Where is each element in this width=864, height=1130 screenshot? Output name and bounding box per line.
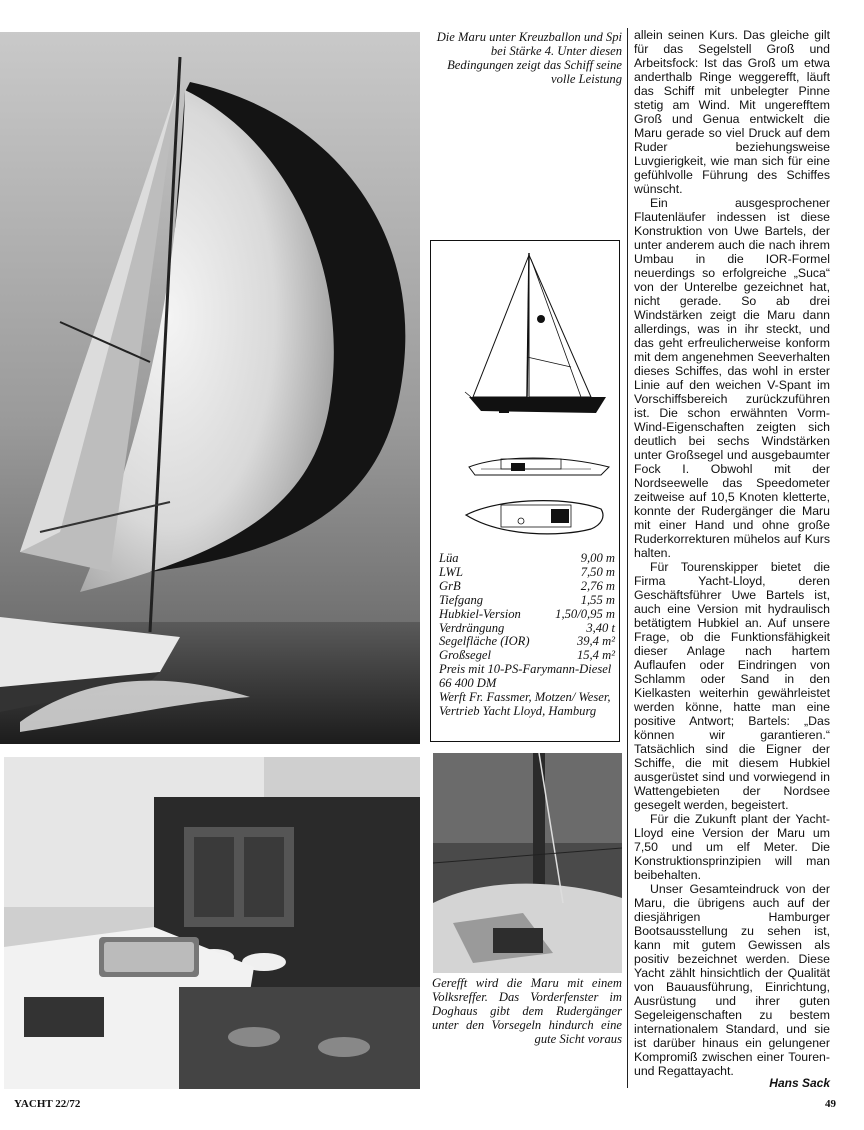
caption-text: Gerefft wird die Maru mit einem Volksreffer. Das Vorderfenster im Doghaus gibt dem Rudergänger unter den Vorsegeln hindurch eine gute Sicht voraus	[432, 976, 622, 1046]
spec-price: Preis mit 10-PS-Farymann-Diesel 66 400 DM	[439, 662, 612, 691]
page-number: 49	[825, 1098, 836, 1110]
sail-plan-drawing	[441, 247, 611, 537]
cockpit-photo	[433, 753, 622, 973]
spec-row: Tiefgang 1,55 m	[439, 592, 615, 607]
article-paragraph: Unser Gesamteindruck von der Maru, die übrigens auch auf der diesjährigen Hamburger Bootsausstellung zu sehen ist, kann mit gutem Gewissen als positiv bezeichnet werden. Diese Yacht zählt hinsichtlich der Qualität von Bauausführung, Einrichtung, Ausrüstung und ihrer guten Segeleigenschaften zu bestem internationalem Standard, und sie ist darüber hinaus ein gelungener Kompromiß zwischen einer Touren- und Regattayacht.	[634, 882, 830, 1078]
article-column	[634, 28, 830, 1078]
spec-row: LWL 7,50 m	[439, 564, 615, 579]
article-paragraph: Für Tourenskipper bietet die Firma Yacht-Lloyd, deren Geschäftsführer Uwe Bartels ist, auch eine Version mit hydraulisch betätigtem Hubkiel an. Auf unsere Frage, ob die Funktionsfähigkeit dieser Anlage nach hartem Auflaufen oder Eindringen von Schlamm oder Sand in den Kielkasten weiterhin gewährleistet werden könne, hatte man eine positive Antwort; Bartels: „Das können wir garantieren.“ Tatsächlich sind die Eigner der Schiffe, die mit diesem Hubkiel ausgerüstet sind und vorwiegend in Wattengebieten der Nordsee gesegelt werden, begeistert.	[634, 560, 830, 812]
spec-row: Lüa 9,00 m	[439, 551, 615, 565]
spec-shipyard: Werft Fr. Fassmer, Motzen/ Weser,	[439, 690, 611, 705]
footer-magazine-issue: YACHT 22/72	[14, 1098, 81, 1110]
sailing-photo	[0, 32, 420, 744]
photo-caption-top	[428, 30, 622, 86]
author-byline: Hans Sack	[769, 1076, 830, 1090]
article-paragraph: Ein ausgesprochener Flautenläufer indessen ist diese Konstruktion von Uwe Bartels, der unter anderem auch die nach ihrem Umbau in die IOR-Formel neuerdings so erfolgreiche „Suca“ von der Unterelbe gezeichnet hat, nicht gerade. So ab drei Windstärken zeigt die Maru dann allerdings, was in ihr steckt, und das geht erfreulicherweise konform mit dem angenehmen Seeverhalten dieses Schiffes, das wohl in erster Linie auf den weichen V-Spant im Vorschiffsbereich zurückzuführen ist. Die schon erwähnten Vorm-Wind-Eigenschaften zeigten sich deutlich bei sechs Windstärken unter Großsegel und ausgebaumter Fock I. Obwohl mit der Nordseewelle das Speedometer zeitweise auf 10,5 Knoten kletterte, konnte der Rudergänger die Maru mit einer Hand und ohne große Ruderkorrekturen mühelos auf Kurs halten.	[634, 196, 830, 560]
spec-row: GrB 2,76 m	[439, 578, 615, 593]
spec-row: Großsegel 15,4 m²	[439, 648, 615, 663]
spec-row: Verdrängung 3,40 t	[439, 620, 615, 635]
article-paragraph: allein seinen Kurs. Das gleiche gilt für das Segelstell Groß und Arbeitsfock: Ist das Groß um etwa anderthalb Ringe weggerefft, läuft das Schiff mit unbelegter Pinne stetig am Wind. Mit ungerefftem Groß und Genua entwickelt die Maru gerade so viel Druck auf dem Ruder beziehungsweise Luvgierigkeit, wie man sich für eine gefühlvolle Führung des Schiffes wünscht.	[634, 28, 830, 196]
spec-box	[430, 240, 620, 742]
photo-caption-bottom	[432, 976, 622, 1046]
spec-table	[439, 552, 615, 719]
spec-row: Hubkiel-Version 1,50/0,95 m	[439, 606, 615, 621]
column-divider	[627, 28, 628, 1088]
galley-photo	[4, 757, 420, 1089]
spec-distributor: Vertrieb Yacht Lloyd, Hamburg	[439, 703, 597, 718]
spec-row: Segelfläche (IOR) 39,4 m²	[439, 634, 615, 649]
caption-text: Die Maru unter Kreuzballon und Spi bei Stärke 4. Unter diesen Bedingungen zeigt das Schiff seine volle Leistung	[436, 30, 622, 86]
article-paragraph: Für die Zukunft plant der Yacht-Lloyd eine Version der Maru um 7,50 und um elf Meter. Die Konstruktionsprinzipien will man beibehalten.	[634, 812, 830, 882]
